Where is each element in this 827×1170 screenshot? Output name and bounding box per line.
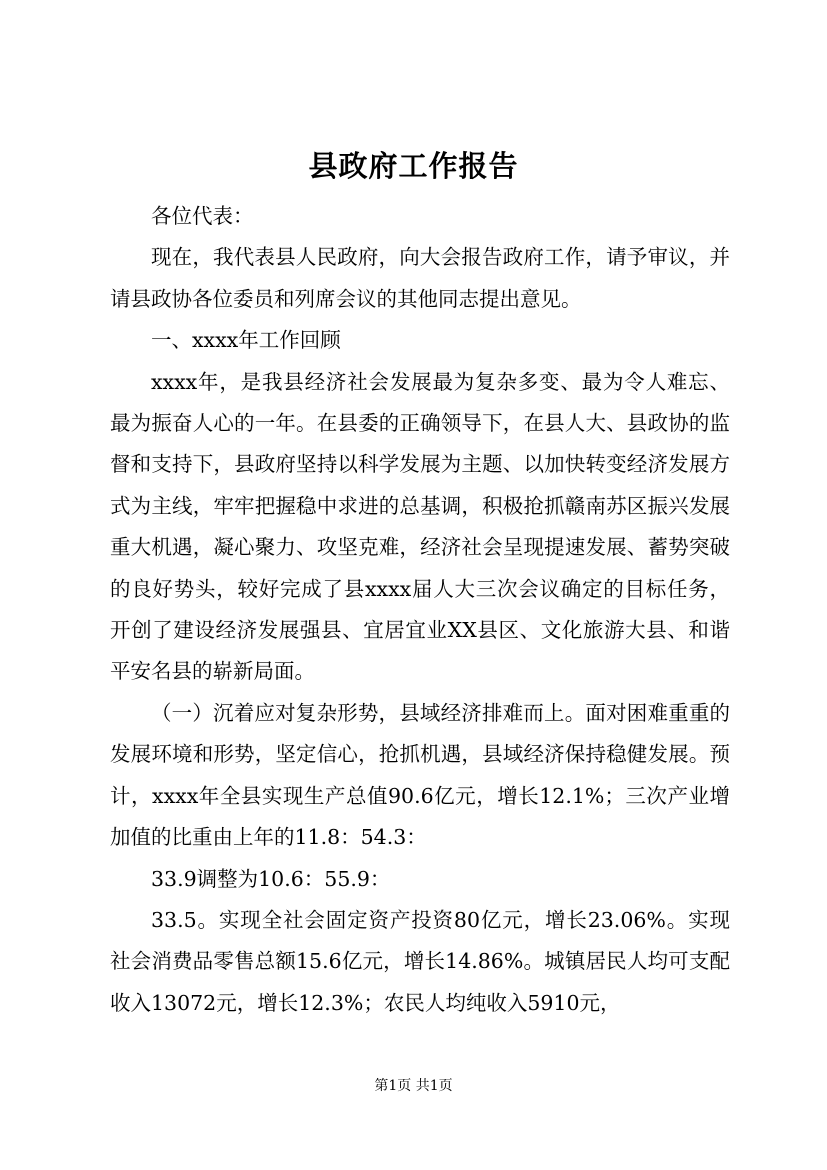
section-heading: 一、xxxx年工作回顾 xyxy=(151,328,341,353)
economy-paragraph: （一）沉着应对复杂形势，县域经济排难而上。面对困难重重的发展环境和形势，坚定信心，抢抓机遇，县域经济保持稳健发展。预计，xxxx年全县实现生产总值90.6亿元，增长12.1%；三次产业增加值的比重由上年的11.8：54.3： xyxy=(110,700,730,850)
salutation-paragraph: 各位代表： xyxy=(151,204,254,228)
review-paragraph: xxxx年，是我县经济社会发展最为复杂多变、最为令人难忘、最为振奋人心的一年。在县委的正确领导下，在县人大、县政协的监督和支持下，县政府坚持以科学发展为主题、以加快转变经济发展方式为主线，牢牢把握稳中求进的总基调，积极抢抓赣南苏区振兴发展重大机遇，凝心聚力、攻坚克难，经济社会呈现提速发展、蓄势突破的良好势头，较好完成了县xxxx届人大三次会议确定的目标任务，开创了建设经济发展强县、宜居宜业XX县区、文化旅游大县、和谐平安名县的崭新局面。 xyxy=(110,369,730,684)
opening-paragraph: 现在，我代表县人民政府，向大会报告政府工作，请予审议，并请县政协各位委员和列席会议的其他同志提出意见。 xyxy=(110,245,730,311)
investment-paragraph: 33.5。实现全社会固定资产投资80亿元，增长23.06%。实现社会消费品零售总额15.6亿元，增长14.86%。城镇居民人均可支配收入13072元，增长12.3%；农民人均纯收入5910元， xyxy=(110,907,730,1015)
document-title: 县政府工作报告 xyxy=(308,149,519,183)
ratio-paragraph: 33.9调整为10.6：55.9： xyxy=(151,866,391,891)
document-body xyxy=(110,196,730,1024)
page-footer: 第1页 共1页 xyxy=(374,1078,453,1094)
